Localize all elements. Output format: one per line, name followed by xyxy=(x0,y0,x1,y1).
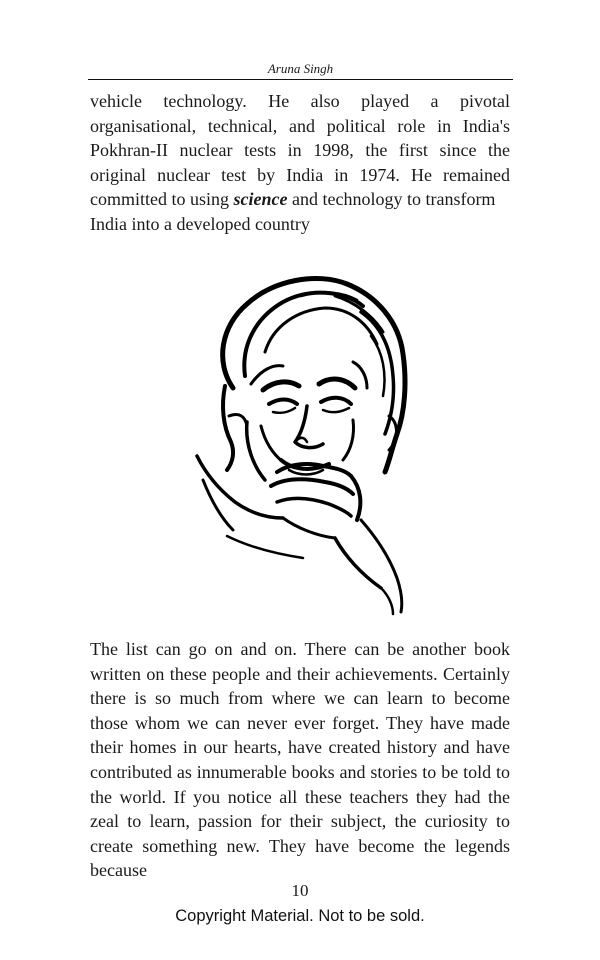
hair-lock xyxy=(353,362,367,388)
hair-side xyxy=(229,414,247,426)
cheek-line xyxy=(261,426,283,462)
forearm xyxy=(335,538,381,588)
cheek-line xyxy=(343,420,354,460)
header-rule xyxy=(88,79,513,80)
palm xyxy=(283,518,335,538)
hair-inner xyxy=(244,293,363,376)
hair-outline xyxy=(223,278,405,472)
paragraph-1-continuation: and technology to transform xyxy=(287,189,496,210)
right-eye-lid xyxy=(323,408,349,412)
left-eye xyxy=(269,400,297,405)
finger xyxy=(277,498,351,516)
copyright-notice: Copyright Material. Not to be sold. xyxy=(175,907,425,925)
right-eye xyxy=(321,398,351,404)
finger xyxy=(271,479,353,494)
thumb xyxy=(351,476,360,520)
nose xyxy=(295,406,323,448)
sleeve xyxy=(361,520,402,612)
paragraph-1-last-line: India into a developed country xyxy=(90,213,310,234)
page-number: 10 xyxy=(291,881,309,900)
running-header: Aruna Singh xyxy=(267,61,334,76)
emphasis-word: science xyxy=(233,189,288,210)
left-brow xyxy=(263,382,299,390)
paragraph-2: The list can go on and on. There can be another book written on these people and their achievements. Certainly there is so much from where we can learn to become those whom we can never ever forget. They have made their homes in our hearts, have created history and have contributed as innumerable books and stories to be told to the world. If you notice all these teachers they had the zeal to learn, passion for their subject, the curiosity to create something new. They have become the legends because xyxy=(90,639,510,881)
right-brow xyxy=(319,379,355,388)
paragraph-1-text: vehicle technology. He also played a pivotal organisational, technical, and political role in India's Pokhran-II nuclear tests in 1998, the first since the original nuclear test by India in 1974. He remained committed to using xyxy=(90,91,510,210)
paragraph-1 xyxy=(90,89,510,237)
hair-side xyxy=(223,386,233,470)
hair-strand xyxy=(371,336,385,396)
sleeve xyxy=(381,588,393,614)
hair-strand xyxy=(265,308,377,352)
portrait-sketch-icon xyxy=(185,266,420,616)
shoulder xyxy=(227,536,303,558)
nostril xyxy=(297,438,307,442)
left-eye-lid xyxy=(273,408,295,413)
